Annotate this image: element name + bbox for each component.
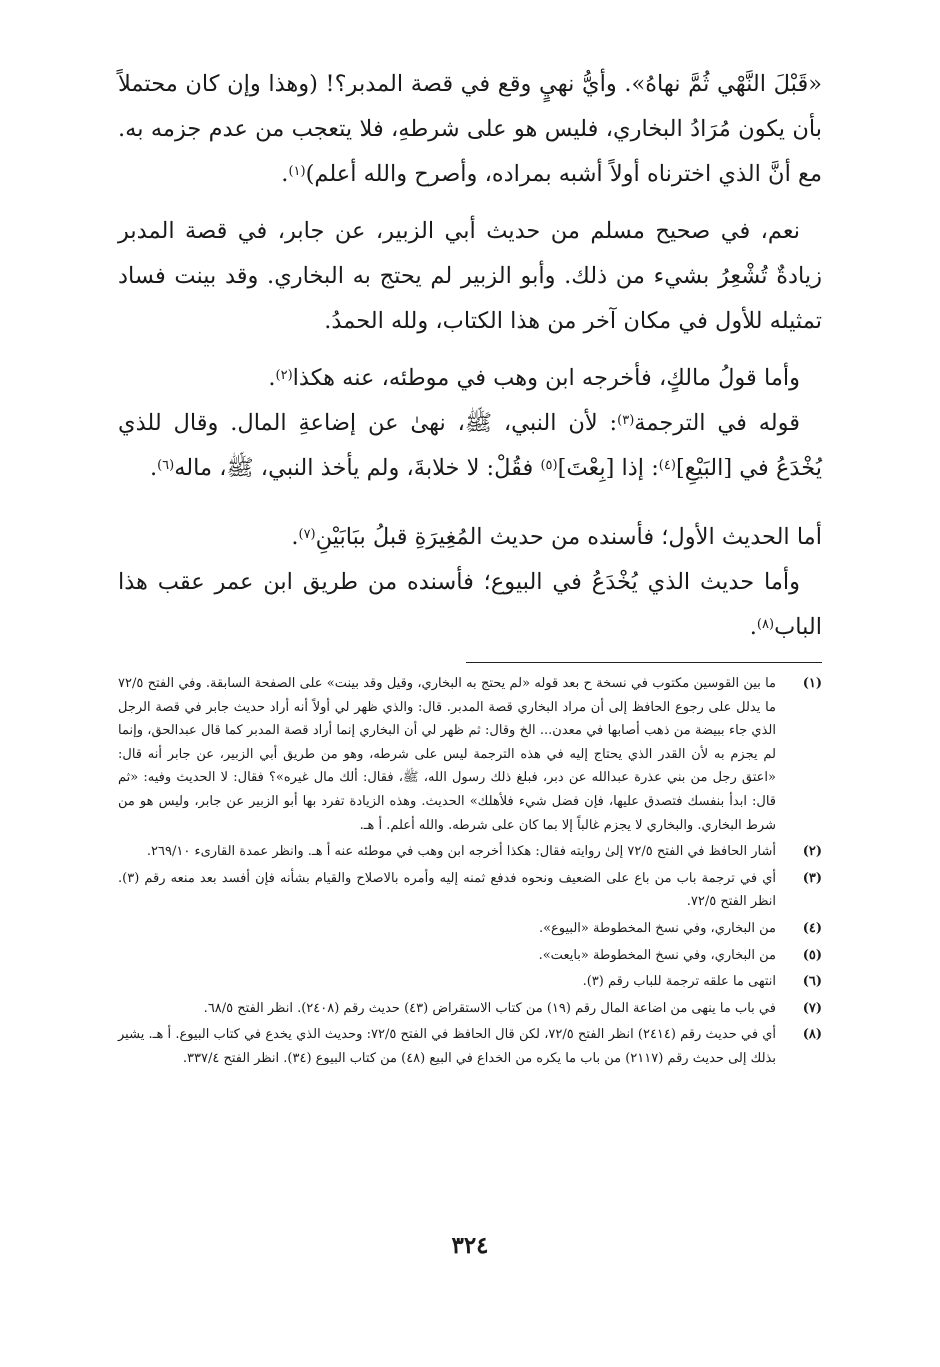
paragraph-2-text: نعم، في صحيح مسلم من حديث أبي الزبير، عن جابر، في قصة المدبر زيادةٌ تُشْعِرُ بشيء من ذلك. وأبو الزبير لم يحتج به البخاري. وقد بينت فساد تمثيله للأول في مكان آخر من هذا الكتاب، ولله الحمدُ. — [118, 218, 822, 334]
footnote-ref-5[interactable]: (٥) — [540, 458, 558, 473]
footnote-7 — [118, 997, 822, 1021]
footnote-ref-6[interactable]: (٦) — [157, 458, 175, 473]
paragraph-4-end: . — [149, 455, 158, 481]
footnote-number: (٦) — [802, 974, 822, 990]
footnote-ref-3[interactable]: (٣) — [617, 413, 635, 428]
paragraph-6 — [118, 560, 822, 650]
footnote-number: (٨) — [802, 1027, 822, 1043]
paragraph-4-text-a: قوله في الترجمة — [634, 410, 801, 436]
footnote-3 — [118, 867, 822, 914]
paragraph-3 — [118, 356, 822, 401]
main-text — [118, 62, 822, 650]
footnote-number: (٤) — [802, 920, 822, 936]
footnote-ref-8[interactable]: (٨) — [756, 617, 775, 632]
paragraph-6-end: . — [749, 614, 757, 640]
paragraph-5 — [118, 515, 822, 560]
footnote-text: في باب ما ينهى من اضاعة المال رقم (١٩) من كتاب الاستقراض (٤٣) حديث رقم (٢٤٠٨). انظر الفتح ٦٨/٥. — [203, 1000, 776, 1016]
footnote-1 — [118, 672, 822, 837]
footnote-number: (٥) — [802, 947, 822, 963]
footnote-number: (٧) — [802, 1000, 822, 1016]
footnote-text: أي في ترجمة باب من باع على الضعيف ونحوه فدفع ثمنه إليه وأمره بالاصلاح والقيام بشأنه فإن أفسد بعد منعه رقم (٣). انظر الفتح ٧٢/٥. — [118, 870, 776, 910]
paragraph-4-text-d: فقُلْ: لا خلابةَ، ولم يأخذ النبي، ﷺ، ماله — [174, 455, 541, 481]
footnote-number: (٢) — [802, 844, 822, 860]
paragraph-3-text: وأما قولُ مالكٍ، فأخرجه ابن وهب في موطئه، عنه هكذا — [292, 365, 800, 391]
footnote-text: من البخاري، وفي نسخ المخطوطة «بايعت». — [538, 947, 776, 963]
paragraph-1-end: . — [281, 161, 289, 187]
footnote-8 — [118, 1023, 822, 1070]
paragraph-4-text-c: : إذا [بِعْتَ] — [557, 455, 659, 481]
paragraph-5-text: أما الحديث الأول؛ فأسنده من حديث المُغِيرَةِ قبلُ ببَابَيْنِ — [315, 524, 822, 550]
paragraph-5-end: . — [291, 524, 299, 550]
footnote-text: من البخاري، وفي نسخ المخطوطة «البيوع». — [538, 920, 776, 936]
footnote-5 — [118, 944, 822, 968]
footnotes — [118, 672, 822, 1074]
footnote-divider — [466, 662, 822, 663]
paragraph-6-text: وأما حديث الذي يُخْدَعُ في البيوع؛ فأسنده من طريق ابن عمر عقب هذا الباب — [118, 569, 822, 640]
footnote-text: انتهى ما علقه ترجمة للباب رقم (٣). — [582, 974, 776, 990]
paragraph-4-text-b: : لأن النبي، ﷺ، نهىٰ عن إضاعةِ المال. وقال للذي يُخْدَعُ في [البَيْعِ] — [118, 410, 822, 481]
paragraph-1 — [118, 62, 822, 197]
footnote-4 — [118, 917, 822, 941]
footnote-number: (١) — [802, 676, 822, 691]
footnote-ref-4[interactable]: (٤) — [658, 458, 676, 473]
footnote-text: أي في حديث رقم (٢٤١٤) انظر الفتح ٧٢/٥، لكن قال الحافظ في الفتح ٧٢/٥: وحديث الذي يخدع في كتاب البيوع. أ هـ. يشير بذلك إلى حديث رقم (٢١١٧) من باب ما يكره من الخداع في البيع (٤٨) من كتاب البيوع (٣٤). انظر الفتح ٣٣٧/٤. — [118, 1027, 777, 1066]
paragraph-2 — [118, 209, 822, 344]
paragraph-1-text: «قَبْلَ النَّهْي ثُمَّ نهاهُ». وأيُّ نهيٍ وقع في قصة المدبر؟! (وهذا وإن كان محتملاً بأن يكون مُرَادُ البخاري، فليس هو على شرطهِ، فلا يتعجب من عدم جزمه به. مع أنَّ الذي اخترناه أولاً أشبه بمراده، وأصرح والله أعلم) — [118, 71, 822, 187]
footnote-6 — [118, 970, 822, 994]
footnote-ref-7[interactable]: (٧) — [298, 527, 316, 542]
footnote-ref-2[interactable]: (٢) — [275, 368, 293, 383]
footnote-ref-1[interactable]: (١) — [288, 164, 306, 179]
paragraph-4 — [118, 401, 822, 491]
footnote-text: أشار الحافظ في الفتح ٧٢/٥ إلىٰ روايته فقال: هكذا أخرجه ابن وهب في موطئه عنه أ هـ. وانظر عمدة القارىء ٢٦٩/١٠. — [146, 844, 776, 860]
footnote-text: ما بين القوسين مكتوب في نسخة ح بعد قوله «لم يحتج به البخاري، وقيل وقد بينت» على الصفحة السابقة. وفي الفتح ٧٢/٥ ما يدلل على رجوع الحافظ إلى أن مراد البخاري قصة المدبر. قال: والذي ظهر لي أولاً أنه أراد حديث جابر في قصة الرجل الذي جاء ببيضة من ذهب أصابها في معدن... الخ وقال: ثم ظهر لي أن البخاري إنما أراد قصة المدبر كما قال عبدالحق، وإنما لم يجزم به لأن القدر الذي يحتاج إليه في هذه الترجمة ليس على شرطه، وهو من طريق أبي الزبير، عن جابر أنه قال: «اعتق رجل من بني عذرة عبدالله عن دبر، فبلغ ذلك رسول الله، ﷺ، فقال: ألك مال غيره»؟ فقال: لا الحديث وفيه: «ثم قال: ابدأ بنفسك فتصدق عليها، فإن فضل شيء فلأهلك» الحديث. وهذه الزيادة تفرد بها أبو الزبير عن جابر، وليس هو من شرط البخاري. والبخاري لا يجزم غالباً إلا بما كان على شرطه. والله أعلم. أ هـ. — [118, 676, 776, 833]
paragraph-3-end: . — [268, 365, 276, 391]
page-number: ٣٢٤ — [451, 1232, 489, 1259]
footnote-number: (٣) — [802, 870, 822, 886]
footnote-2 — [118, 840, 822, 864]
